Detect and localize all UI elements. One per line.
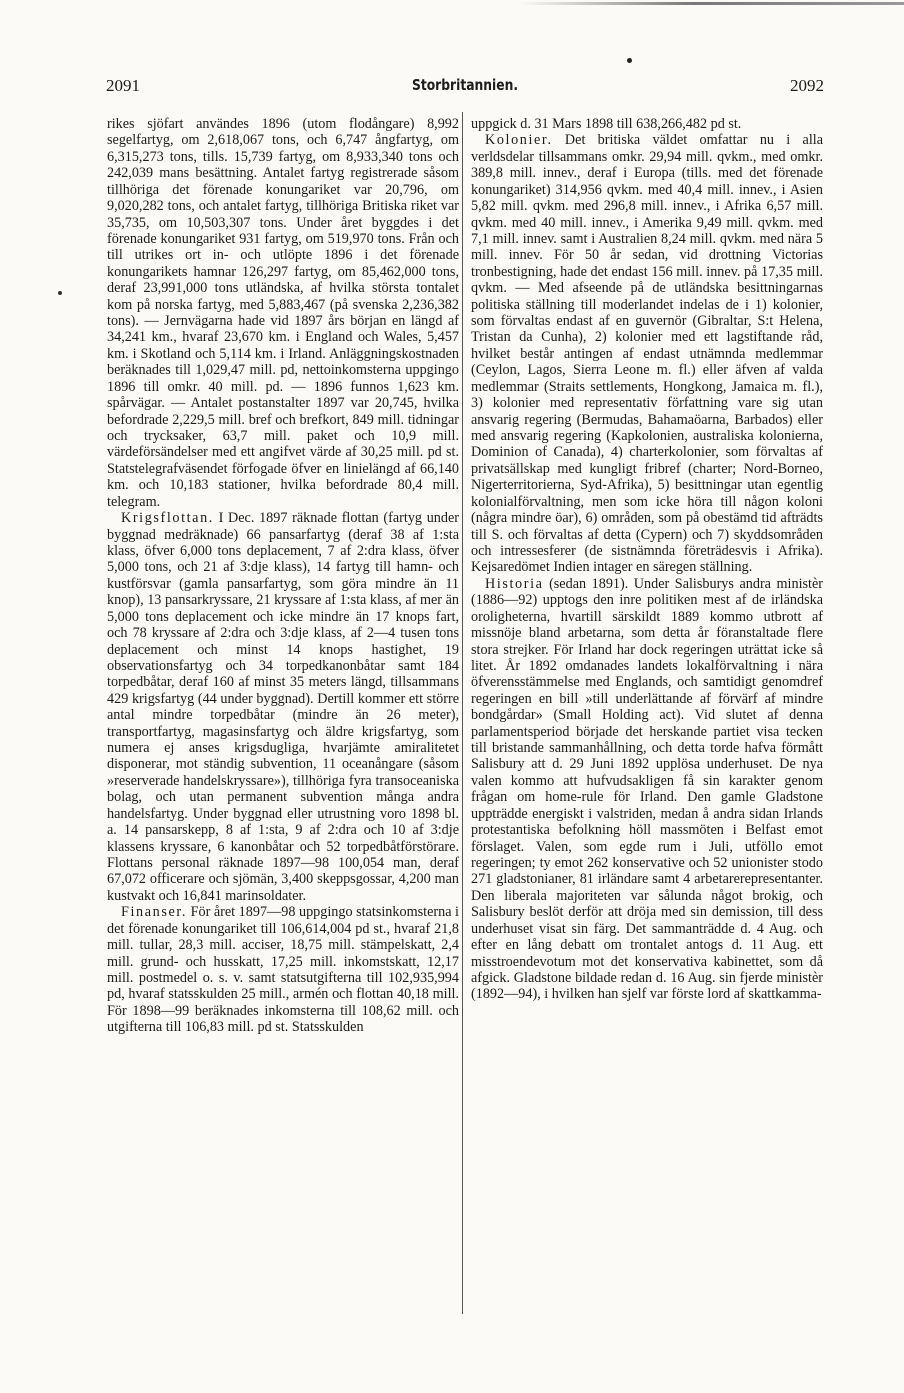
section-heading: Finanser. bbox=[121, 904, 188, 921]
paragraph-text: För året 1897—98 uppgingo statsinkomsterna i det förenade konungariket till 106,614,004 pd st., hvaraf 21,8 mill. tullar, 28,3 mill. acciser, 18,75 mill. stämpelskatt, 2,4 mill. grund- och husskatt, 17,25 mill. inkomstskatt, 12,17 mill. postmedel o. s. v. samt statsutgifterna till 102,935,994 pd, hvaraf statsskulden 25 mill., armén och flottan 40,18 mill. För 1898—99 beräknades inkomsterna till 108,62 mill. och utgifterna till 106,83 mill. pd st. Statsskulden bbox=[107, 904, 459, 1036]
left-page-number: 2091 bbox=[106, 76, 140, 95]
margin-dot bbox=[58, 291, 62, 295]
paragraph-text: I Dec. 1897 räknade flottan (fartyg under byggnad medräknade) 66 pansarfartyg (deraf 38 af 1:sta klass, öfver 6,000 tons deplacement, 7 af 2:dra klass, öfver 5,000 tons, och 21 af 3:dje klass), 14 fartyg till hamn- och kustförsvar (gamla pansarfartyg, som göra mindre än 11 knop), 13 pansarkryssare, 21 kryssare af 1:sta klass, af mer än 5,000 tons deplacement och icke mindre än 17 knops fart, och 78 kryssare af 2:dra och 3:dje klass, af 2—4 tusen tons deplacement och minst 14 knops hastighet, 19 observationsfartyg och 34 torpedkanonbåtar samt 184 torpedbåtar, deraf 160 af minst 35 meters längd, tillsammans 429 krigsfartyg (44 under byggnad). Dertill kommer ett större antal mindre torpedbåtar (mindre än 26 meter), transportfartyg, magasinsfartyg och äldre krigsfartyg, som numera ej anses krigsdugliga, hvarjämte amiralitetet disponerar, mot ständig subvention, 11 oceanångare (såsom »reserverade handelskryssare»), tillhöriga fyra transoceaniska bolag, och utan permanent subvention många andra handelsfartyg. Under byggnad eller utrustning voro 1898 bl. a. 14 pansarskepp, 8 af 1:sta, 9 af 2:dra och 10 af 3:dje klassens kryssare, 6 kanonbåtar och 52 torpedbåtförstörare. Flottans personal räknade 1897—98 100,054 man, deraf 67,072 officerare och sjömän, 3,400 skeppsgossar, 4,200 man kustvakt och 16,841 marinsoldater. bbox=[107, 510, 459, 904]
paragraph-text: rikes sjöfart användes 1896 (utom flodångare) 8,992 segelfartyg, om 2,618,067 tons, och 6,747 ångfartyg, om 6,315,273 tons, tills. 15,739 fartyg, om 8,933,340 tons och 242,039 mans besättning. Antalet fartyg registrerade såsom tillhöriga det förenade konungariket var 20,796, om 9,020,282 tons, och antalet fartyg, tillhöriga Britiska riket var 35,735, om 10,503,307 tons. Under året byggdes i det förenade konungariket 931 fartyg, om 519,970 tons. Från och till utrikes ort in- och utlöpte 1896 i det förenade konungarikets hamnar 126,297 fartyg, om 85,462,000 tons, deraf 23,991,000 tons utländska, af hvilka största tontalet kom på norska fartyg, med 5,883,467 (på svenska 2,236,382 tons). — Jernvägarna hade vid 1897 års början en längd af 34,241 km., hvaraf 23,670 km. i England och Wales, 5,457 km. i Skotland och 5,114 km. i Irland. Anläggningskostnaden beräknades till 1,029,47 mill. pd, nettoinkomsterna uppgingo 1896 till omkr. 40 mill. pd. — 1896 funnos 1,623 km. spårvägar. — Antalet postanstalter 1897 var 20,745, hvilka befordrade 2,229,5 mill. bref och brefkort, 849 mill. tidningar och trycksaker, 63,7 mill. paket och 10,9 mill. värdeförsändelser med ett angifvet värde af 30,25 mill. pd st. Statstelegrafväsendet förfogade öfver en linielängd af 66,140 km. och 10,183 stationer, hvilka befordrade 80,4 mill. telegram. bbox=[107, 116, 459, 510]
paragraph-navy bbox=[107, 510, 459, 904]
running-title: Storbritannien. bbox=[411, 76, 519, 94]
paragraph-colonies bbox=[471, 132, 823, 575]
section-heading: Krigsflottan. bbox=[121, 510, 214, 527]
section-heading: Historia bbox=[485, 575, 544, 592]
paragraph-text: uppgick d. 31 Mars 1898 till 638,266,482 pd st. bbox=[471, 116, 742, 132]
right-column bbox=[471, 116, 823, 1314]
column-divider bbox=[462, 112, 463, 1314]
left-column bbox=[107, 116, 459, 1314]
paragraph-text: Det britiska väldet omfattar nu i alla verldsdelar tillsammans omkr. 29,94 mill. qvkm., med omkr. 389,8 mill. innev., deraf i Europa (tills. med det förenade konungariket) 314,956 qvkm. med 40,4 mill. innev., i Asien 5,82 mill. qvkm. med 296,8 mill. innev., i Afrika 6,57 mill. qvkm. med 40 mill. innev., i Amerika 9,49 mill. qvkm. med 7,1 mill. innev. samt i Australien 8,24 mill. qvkm. med nära 5 mill. innev. För 50 år sedan, vid drottning Victorias tronbestigning, hade det endast 156 mill. innev. på 17,35 mill. qvkm. — Med afseende på de utländska besittningarnas politiska ställning till moderlandet indelas de i 1) kolonier, som förvaltas endast af en guvernör (Gibraltar, S:t Helena, Tristan da Cunha), 2) kolonier med ett lagstiftande råd, hvilket består antingen af endast utnämnda medlemmar (Ceylon, Lagos, Sierra Leone m. fl.) eller äfven af valda medlemmar (Straits settlements, Hongkong, Jamaica m. fl.), 3) kolonier med representativ författning vare sig utan ansvarig regering (Bermudas, Bahamaöarna, Barbados) eller med ansvarig regering (Kapkolonien, australiska kolonierna, Dominion of Canada), 4) charterkolonier, som förvaltas af privatsällskap med kungligt fribref (charter; Nord-Borneo, Nigerterritorierna, Syd-Afrika), 5) besittningar utan egentlig kolonialförvaltning, men som icke höra till någon koloni (några mindre öar), 6) områden, som på obestämd tid afträdts till S. och förvaltas af detta (Cypern) och 7) skyddsområden och intressesferer (de sistnämnda företrädesvis i Afrika). Kejsaredömet Indien intager en säregen ställning. bbox=[471, 132, 823, 576]
section-heading: Kolonier. bbox=[485, 132, 553, 149]
paragraph-finances bbox=[107, 904, 459, 1035]
ink-dot bbox=[627, 58, 632, 63]
scan-artifact-line bbox=[520, 2, 904, 5]
paragraph-shipping bbox=[107, 116, 459, 510]
paragraph-text: (sedan 1891). Under Salisburys andra ministèr (1886—92) upptogs den inre politiken mest af de irländska oroligheterna, hvartill särskildt 1889 kommo utbrott af missnöje bland arbetarna, som detta år föranstaltade flere stora strejker. För Irland har dock regeringen uträttat icke så litet. År 1892 omdanades landets lokalförvaltning i nära öfverensstämmelse med Englands, och samtidigt genomdref regeringen en bill »till underlättande af förvärf af mindre bondgårdar» (Small Holding act). Vid slutet af denna parlamentsperiod började det herskande partiet visa tecken till bristande sammanhållning, och detta torde hafva förmått Salisbury att d. 29 Juni 1892 upplösa underhuset. De nya valen kommo att hufvudsakligen få sin karakter genom frågan om home-rule för Irland. Den gamle Gladstone uppträdde energiskt i valstriden, medan å andra sidan Irlands protestantiska befolkning höll massmöten i Belfast emot förslaget. Valen, som egde rum i Juli, utföllo emot regeringen; ty emot 262 konservative och 52 unionister stodo 271 gladstonianer, 81 irländare samt 4 arbetarerepresentanter. Den liberala majoriteten var sålunda något brokig, och Salisbury beslöt derför att dröja med sin demission, till dess underhuset visat sin färg. Det sammanträdde d. 4 Aug. och efter en lång debatt om trontalet antogs d. 11 Aug. ett misstroendevotum mot det konservativa kabinettet, som då afgick. Gladstone bildade redan d. 16 Aug. sin fjerde ministèr (1892—94), i hvilken han sjelf var förste lord af skattkamma- bbox=[471, 575, 823, 1003]
paragraph-history bbox=[471, 576, 823, 1003]
paragraph-debt-continued bbox=[471, 116, 823, 132]
right-page-number: 2092 bbox=[790, 76, 824, 95]
page-header bbox=[106, 76, 824, 98]
